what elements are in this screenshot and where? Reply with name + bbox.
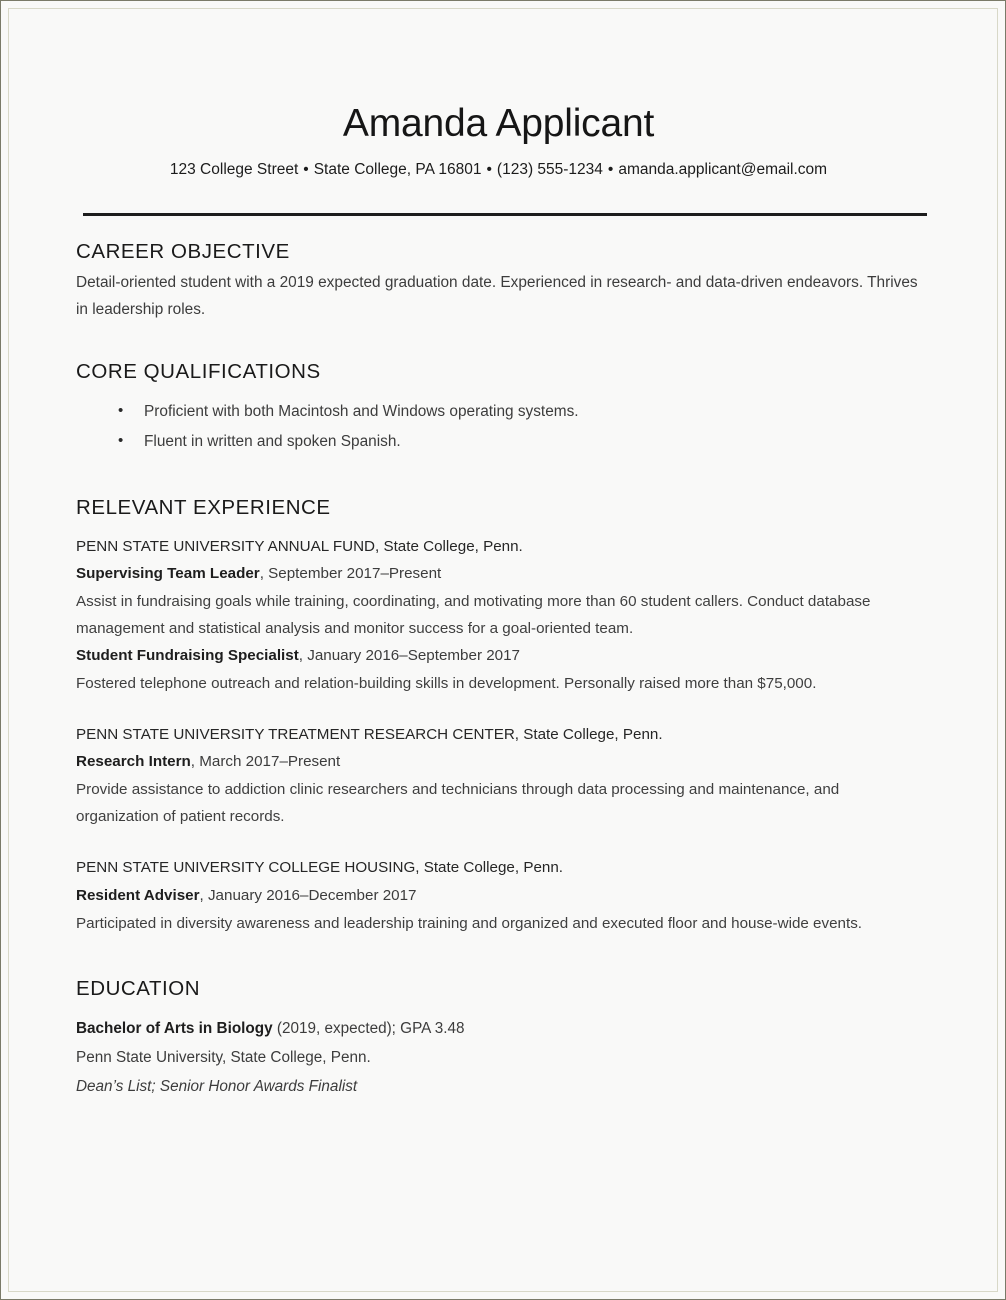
job-description: Provide assistance to addiction clinic researchers and technicians through data processing and maintenance, and organization of patient records. <box>76 781 840 826</box>
job-dates: , January 2016–September 2017 <box>298 647 521 665</box>
section-heading-core-qualifications: CORE QUALIFICATIONS <box>76 360 321 384</box>
job-title-line <box>76 560 921 588</box>
job-title-line <box>76 642 921 670</box>
job-description: Assist in fundraising goals while training, coordinating, and motivating more than 60 student callers. Conduct database management and statistical analysis and monitor success for a goal-oriented team. <box>76 593 871 638</box>
employer-name: PENN STATE UNIVERSITY COLLEGE HOUSING, State College, Penn. <box>76 859 564 877</box>
section-heading-education: EDUCATION <box>76 976 201 1000</box>
contact-separator-icon: • <box>486 160 492 178</box>
employer-name: PENN STATE UNIVERSITY ANNUAL FUND, State College, Penn. <box>76 537 523 555</box>
education-honors: Dean’s List; Senior Honor Awards Finalist <box>76 1077 358 1095</box>
contact-separator-icon: • <box>303 160 309 178</box>
section-heading-career-objective: CAREER OBJECTIVE <box>76 239 290 263</box>
header-divider <box>83 213 927 216</box>
employer-name: PENN STATE UNIVERSITY TREATMENT RESEARCH CENTER, State College, Penn. <box>76 725 663 743</box>
contact-street: 123 College Street <box>169 160 299 178</box>
job-dates: , September 2017–Present <box>259 565 442 583</box>
experience-entry <box>76 854 921 936</box>
contact-email: amanda.applicant@email.com <box>618 160 828 178</box>
bullet-icon: • <box>118 401 124 419</box>
experience-entry <box>76 533 921 697</box>
experience-entry <box>76 721 921 830</box>
list-item-label: Fluent in written and spoken Spanish. <box>144 432 401 450</box>
job-description: Fostered telephone outreach and relation-building skills in development. Personally raised more than $75,000. <box>76 674 817 692</box>
section-education <box>76 977 921 1102</box>
job-dates: , March 2017–Present <box>190 753 341 771</box>
education-degree-detail: (2019, expected); GPA 3.48 <box>272 1020 465 1038</box>
page-inner-border <box>8 8 998 1292</box>
education-degree: Bachelor of Arts in Biology <box>76 1020 273 1038</box>
list-item <box>76 397 921 427</box>
job-dates: , January 2016–December 2017 <box>199 886 417 904</box>
job-title: Student Fundraising Specialist <box>76 647 299 665</box>
contact-line <box>76 160 921 180</box>
education-school: Penn State University, State College, Penn. <box>76 1048 371 1066</box>
applicant-name: Amanda Applicant <box>342 102 655 145</box>
bullet-icon: • <box>118 431 124 449</box>
contact-phone: (123) 555-1234 <box>496 160 603 178</box>
core-qualifications-list <box>76 397 921 456</box>
job-description: Participated in diversity awareness and leadership training and organized and executed floor and house-wide events. <box>76 914 863 932</box>
list-item-label: Proficient with both Macintosh and Windows operating systems. <box>144 402 579 420</box>
job-title-line <box>76 748 921 776</box>
contact-city-state-zip: State College, PA 16801 <box>313 160 482 178</box>
section-career-objective <box>76 240 921 324</box>
job-title: Research Intern <box>76 753 191 771</box>
job-title: Resident Adviser <box>76 886 200 904</box>
job-title: Supervising Team Leader <box>76 565 260 583</box>
resume-content <box>76 102 921 1101</box>
section-relevant-experience <box>76 496 921 936</box>
career-objective-body: Detail-oriented student with a 2019 expected graduation date. Experienced in research- and data-driven endeavors. Thrives in leadership roles. <box>76 274 918 318</box>
section-core-qualifications <box>76 360 921 456</box>
education-degree-line <box>76 1015 921 1044</box>
list-item <box>76 427 921 457</box>
contact-separator-icon: • <box>607 160 614 178</box>
resume-header <box>76 102 921 216</box>
section-heading-relevant-experience: RELEVANT EXPERIENCE <box>76 496 331 520</box>
job-title-line <box>76 882 921 910</box>
